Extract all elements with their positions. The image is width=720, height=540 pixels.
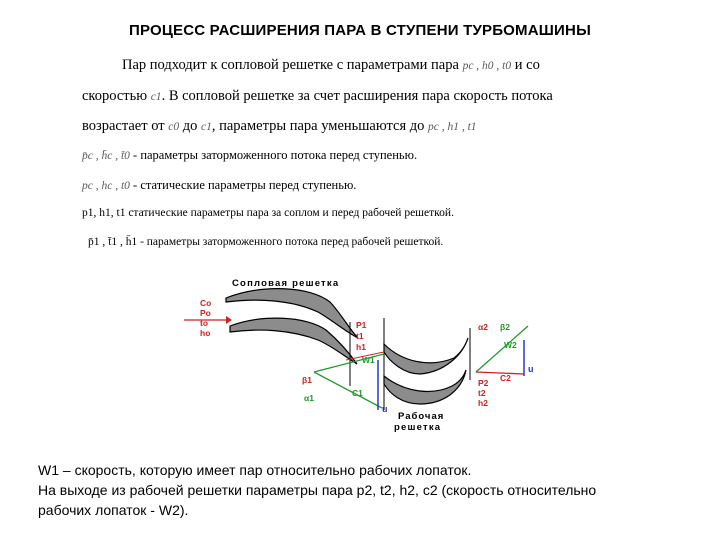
inlet-param: Co — [200, 298, 212, 308]
definition-vars: p̄1 , t̄1 , h̄1 — [88, 236, 138, 248]
w1-label: W1 — [362, 355, 375, 365]
definition-vars: p1, h1, t1 — [82, 207, 126, 219]
rotor-grid-label-1: Рабочая — [398, 411, 445, 422]
bottom-line-2: На выходе из рабочей решетки параметры пара p2, t2, h2, c2 (скорость относительно — [38, 482, 597, 498]
bottom-line-1: W1 – скорость, которую имеет пар относительно рабочих лопаток. — [38, 462, 472, 478]
definition-text: - параметры заторможенного потока перед ступенью. — [133, 148, 418, 162]
mid-param: t1 — [356, 331, 364, 341]
w1-vector — [314, 372, 382, 408]
beta1-label: β1 — [302, 375, 312, 385]
line3-var-3: pc , h1 , t1 — [428, 121, 477, 133]
line2-text-b: . В сопловой решетке за счет расширения пара скорость потока — [161, 88, 553, 104]
outlet-param: t2 — [478, 388, 486, 398]
line1-vars: pc , h0 , t0 — [462, 60, 512, 72]
u1-label: u — [382, 404, 388, 414]
c1-label: C1 — [352, 388, 363, 398]
inlet-param: Po — [200, 308, 211, 318]
w2-vector — [476, 326, 528, 372]
inlet-arrowhead — [226, 316, 232, 324]
definition-vars: p̄c , h̄c , t̄0 — [82, 150, 130, 162]
rotor-blade-upper — [384, 338, 468, 374]
alpha1-label: α1 — [304, 393, 314, 403]
line1-text-b: и со — [514, 57, 540, 73]
line3-var-2: c1 — [200, 121, 212, 133]
line3-text-b: до — [182, 118, 198, 134]
definition-text: статические параметры пара за соплом и перед рабочей решеткой. — [128, 207, 454, 219]
c2-label: C2 — [500, 373, 511, 383]
definition-vars: pc , hc , t0 — [82, 180, 130, 192]
w2-label: W2 — [504, 340, 517, 350]
line2-var: c1 — [150, 91, 162, 103]
beta2-label: β2 — [500, 322, 510, 332]
bottom-text — [38, 460, 694, 520]
mid-param: h1 — [356, 342, 366, 352]
page-title: ПРОЦЕСС РАСШИРЕНИЯ ПАРА В СТУПЕНИ ТУРБОМАШИНЫ — [129, 22, 591, 39]
alpha2-label: α2 — [478, 322, 488, 332]
line1-text-a: Пар подходит к сопловой решетке с параметрами пара — [122, 57, 459, 73]
inlet-param: to — [200, 318, 209, 328]
definition-text: - параметры заторможенного потока перед рабочей решеткой. — [140, 236, 444, 248]
rotor-blade-lower — [384, 370, 466, 404]
nozzle-grid-label: Сопловая решетка — [232, 278, 340, 289]
line3-text-a: возрастает от — [82, 118, 165, 134]
mid-param: P1 — [356, 320, 367, 330]
outlet-param: h2 — [478, 398, 488, 408]
line3-var-1: c0 — [168, 121, 180, 133]
bottom-line-3: рабочих лопаток - W2). — [38, 502, 189, 518]
line2-text-a: скоростью — [82, 88, 148, 104]
definition-text: - статические параметры перед ступенью. — [133, 178, 357, 192]
inlet-param: ho — [200, 328, 211, 338]
line3-text-c: , параметры пара уменьшаются до — [211, 118, 425, 134]
rotor-grid-label-2: решетка — [394, 422, 442, 433]
u2-label: u — [528, 364, 534, 374]
outlet-param: P2 — [478, 378, 489, 388]
